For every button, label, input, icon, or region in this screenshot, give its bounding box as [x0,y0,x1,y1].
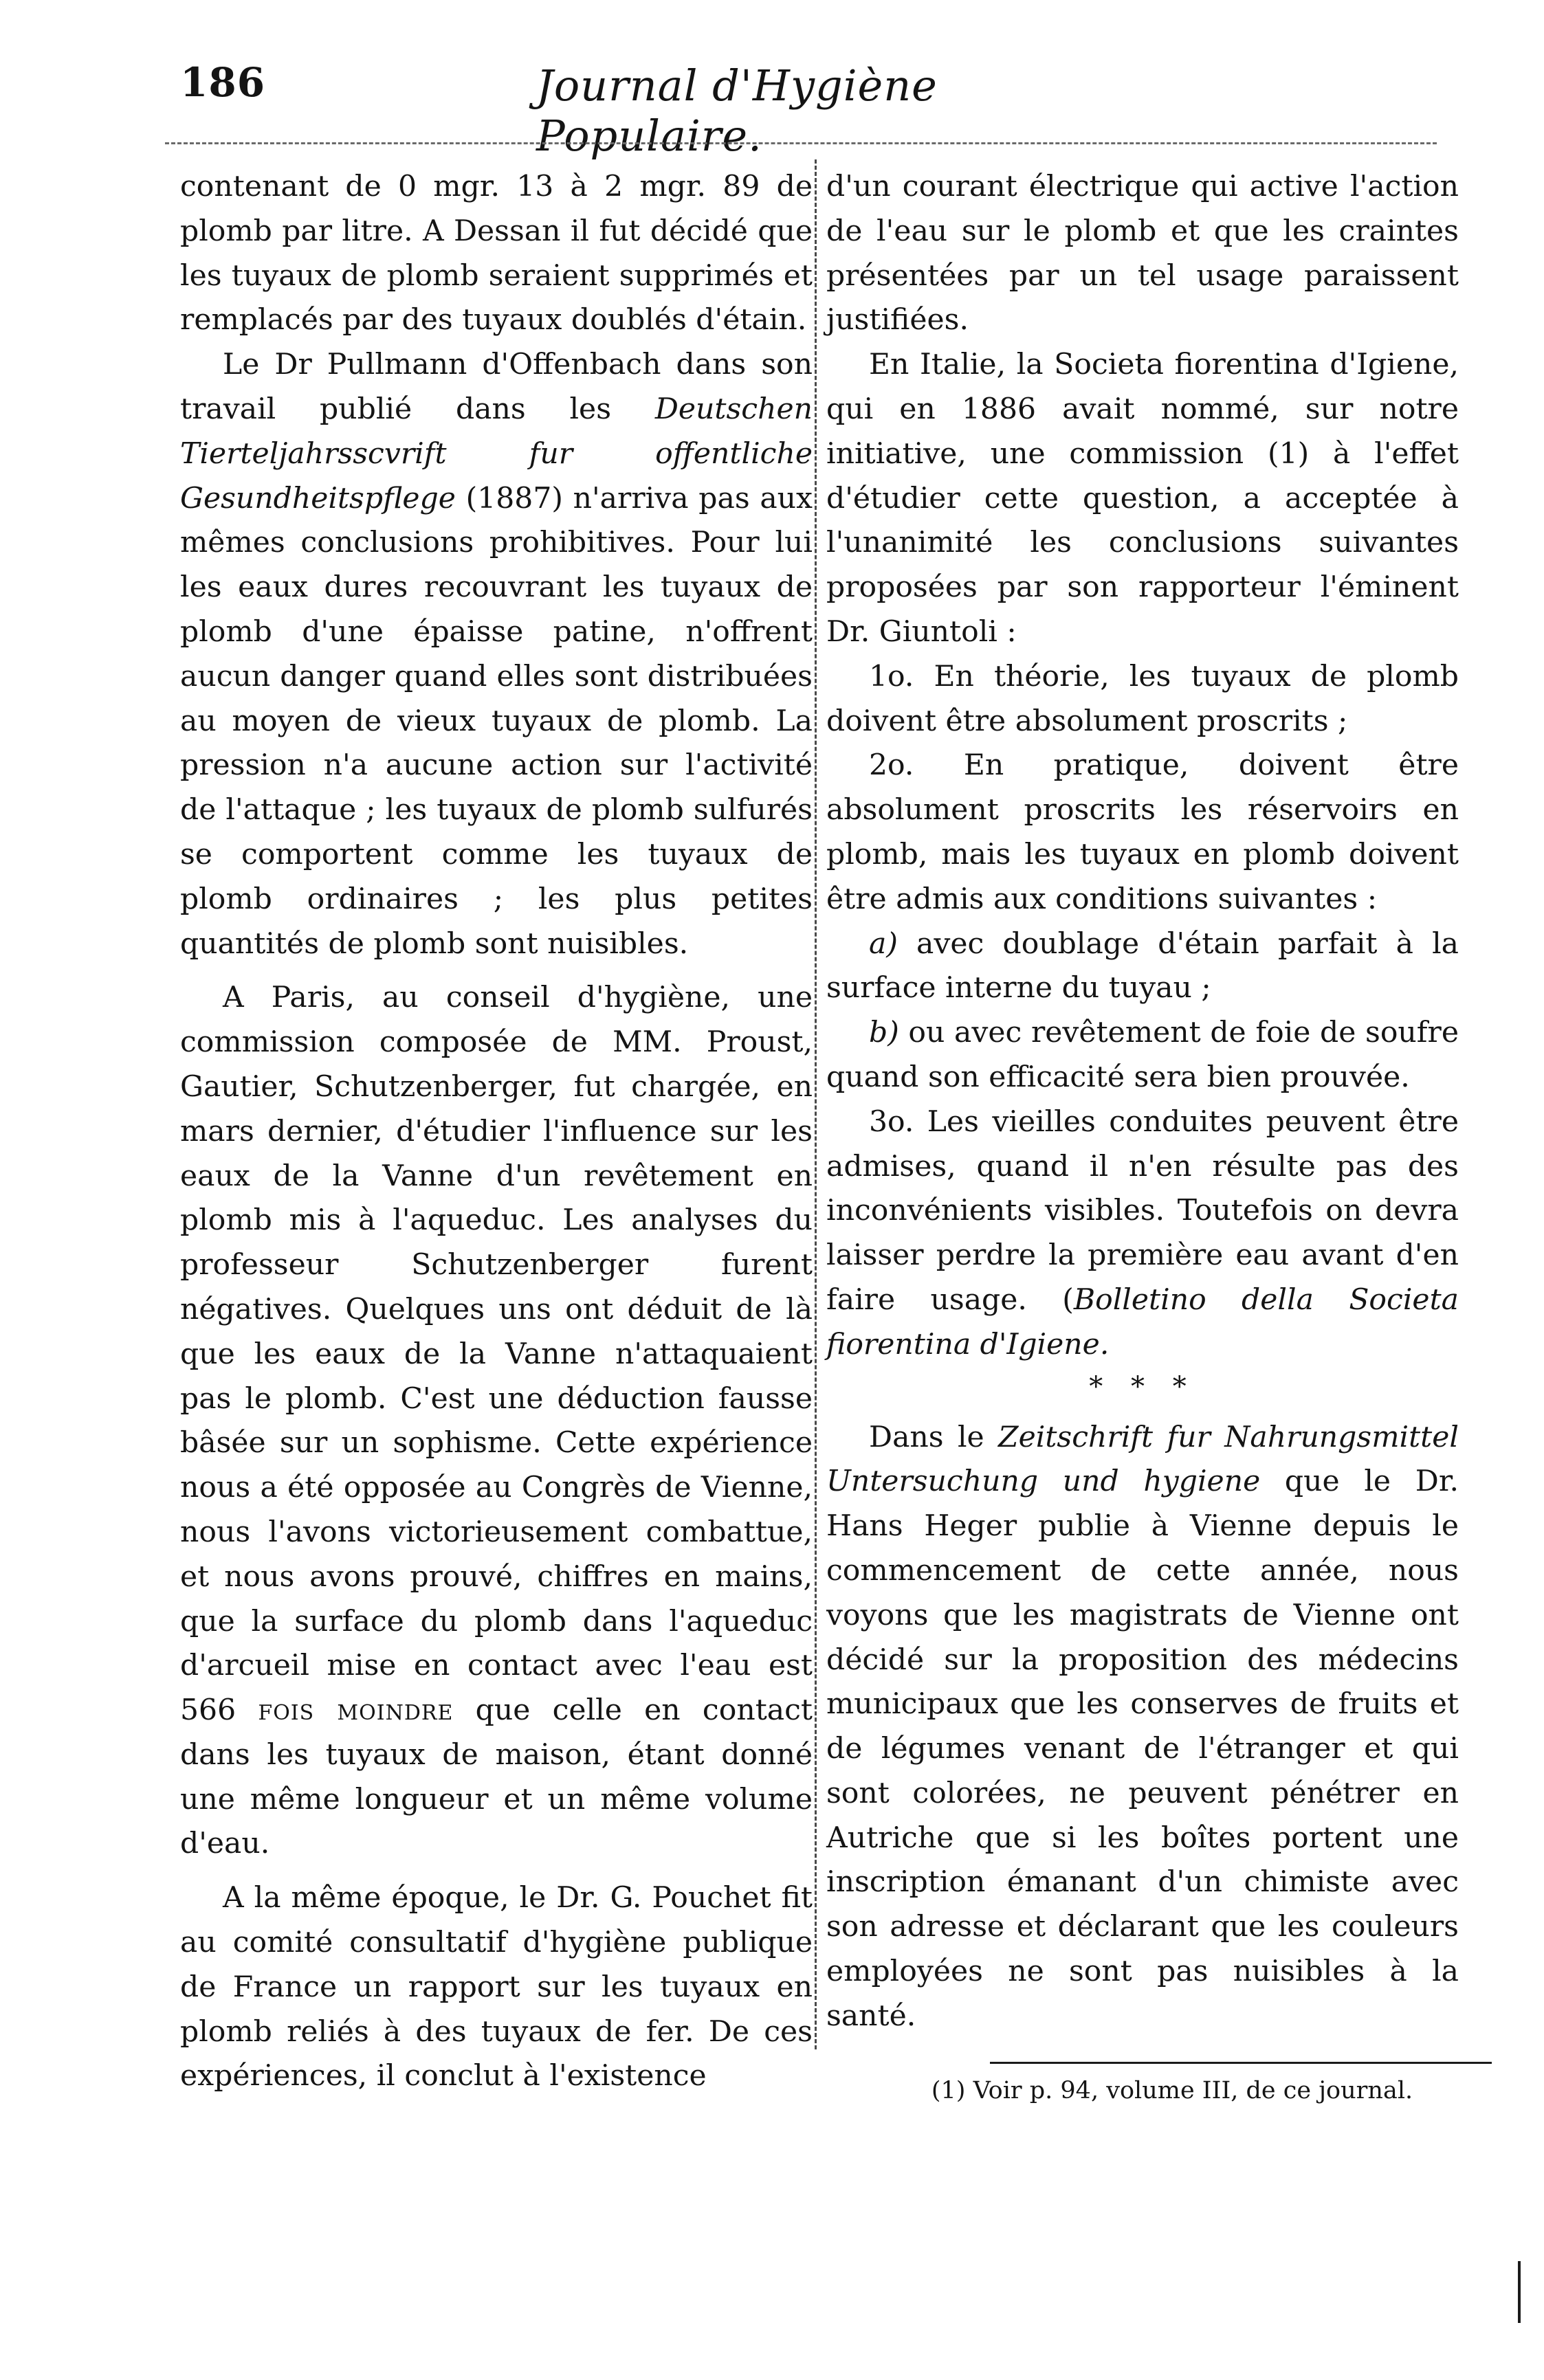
list-label: a) [869,926,898,961]
small-caps-emphasis: fois moindre [258,1693,454,1728]
paragraph-text: A la même époque, le Dr. G. Pouchet fit au comité consultatif d'hygiène publique de France un rapport sur les tuyaux en plomb reliés à des tuyaux de fer. De ces expériences, il conclut à l'existence [180,1881,813,2093]
section-asterism: * * * [1089,1370,1196,1403]
paragraph [826,922,1459,1012]
paragraph-text: En Italie, la Societa fiorentina d'Igiene, qui en 1886 avait nommé, sur notre initiative, une commission (1) à l'effet d'étudier cette question, a acceptée à l'unanimité les conclusions suivantes proposées par son rapporteur l'éminent Dr. Giuntoli : [826,348,1459,649]
paragraph [180,343,813,966]
paragraph [826,165,1459,343]
left-column [180,165,813,2099]
paragraph [826,1011,1459,1100]
journal-title: Deutschen Tierteljahrsscvrift fur offentliche Gesundheitspflege [180,392,813,515]
footnote: (1) Voir p. 94, volume III, de ce journal. [931,2077,1413,2104]
paragraph-text: avec doublage d'étain parfait à la surface interne du tuyau ; [826,926,1459,1005]
column-divider [815,159,817,2049]
paragraph-text: Le Dr Pullmann d'Offenbach dans son travail publié dans les [180,348,813,426]
paragraph-text: d'un courant électrique qui active l'action de l'eau sur le plomb et que les craintes présentées par un tel usage paraissent justifiées. [826,170,1459,337]
page-number: 186 [180,59,266,106]
running-title: Journal d'Hygiène Populaire. [536,60,938,161]
paragraph-text: que celle en contact dans les tuyaux de maison, étant donné une même longueur et un même volume d'eau. [180,1693,813,1861]
list-label: b) [869,1016,899,1050]
paragraph [826,1100,1459,1368]
page-edge-mark [1518,2261,1521,2323]
paragraph-text: 1o. En théorie, les tuyaux de plomb doivent être absolument proscrits ; [826,659,1459,738]
paragraph [180,1876,813,2099]
source-citation: Bolletino della Societa fiorentina d'Igiene. [826,1282,1459,1361]
journal-title: Zeitschrift fur Nahrungsmittel Untersuchung und hygiene [826,1420,1459,1499]
paragraph [180,976,813,1867]
paragraph-text: (1887) n'arriva pas aux mêmes conclusions prohibitives. Pour lui les eaux dures recouvrant les tuyaux de plomb d'une épaisse patine, n'offrent aucun danger quand elles sont distribuées au moyen de vieux tuyaux de plomb. La pression n'a aucune action sur l'activité de l'attaque ; les tuyaux de plomb sulfurés se comportent comme les tuyaux de plomb ordinaires ; les plus petites quantités de plomb sont nuisibles. [180,481,813,961]
footnote-rule [990,2062,1492,2064]
paragraph-text: 3o. Les vieilles conduites peuvent être admises, quand il n'en résulte pas des inconvénients visibles. Toutefois on devra laisser perdre la première eau avant d'en faire usage. ( [826,1104,1459,1317]
paragraph [826,655,1459,744]
paragraph-text: contenant de 0 mgr. 13 à 2 mgr. 89 de plomb par litre. A Dessan il fut décidé que les tuyaux de plomb seraient supprimés et remplacés par des tuyaux doublés d'étain. [180,170,813,337]
paragraph-text: A Paris, au conseil d'hygiène, une commission composée de MM. Proust, Gautier, Schutzenberger, fut chargée, en mars dernier, d'étudier l'influence sur les eaux de la Vanne d'un revêtement en plomb mis à l'aqueduc. Les analyses du professeur Schutzenberger furent négatives. Quelques uns ont déduit de là que les eaux de la Vanne n'attaquaient pas le plomb. C'est une déduction fausse bâsée sur un sophisme. Cette expérience nous a été opposée au Congrès de Vienne, nous l'avons victorieusement combattue, et nous avons prouvé, chiffres en mains, que la surface du plomb dans l'aqueduc d'arcueil mise en contact avec l'eau est 566 [180,981,813,1728]
header-rule [165,142,1437,144]
right-column [826,165,1459,2039]
paragraph-text: Dans le [869,1420,999,1454]
paragraph [826,343,1459,655]
paragraph [180,165,813,343]
paragraph [826,744,1459,922]
paragraph-text: ou avec revêtement de foie de soufre quand son efficacité sera bien prouvée. [826,1016,1459,1094]
paragraph-text: 2o. En pratique, doivent être absolument proscrits les réservoirs en plomb, mais les tuyaux en plomb doivent être admis aux conditions suivantes : [826,748,1459,916]
paragraph-text: que le Dr. Hans Heger publie à Vienne depuis le commencement de cette année, nous voyons que les magistrats de Vienne ont décidé sur la proposition des médecins municipaux que les conserves de fruits et de légumes venant de l'étranger et qui sont colorées, ne peuvent pénétrer en Autriche que si les boîtes portent une inscription émanant d'un chimiste avec son adresse et déclarant que les couleurs employées ne sont pas nuisibles à la santé. [826,1465,1459,2033]
paragraph [826,1416,1459,2039]
